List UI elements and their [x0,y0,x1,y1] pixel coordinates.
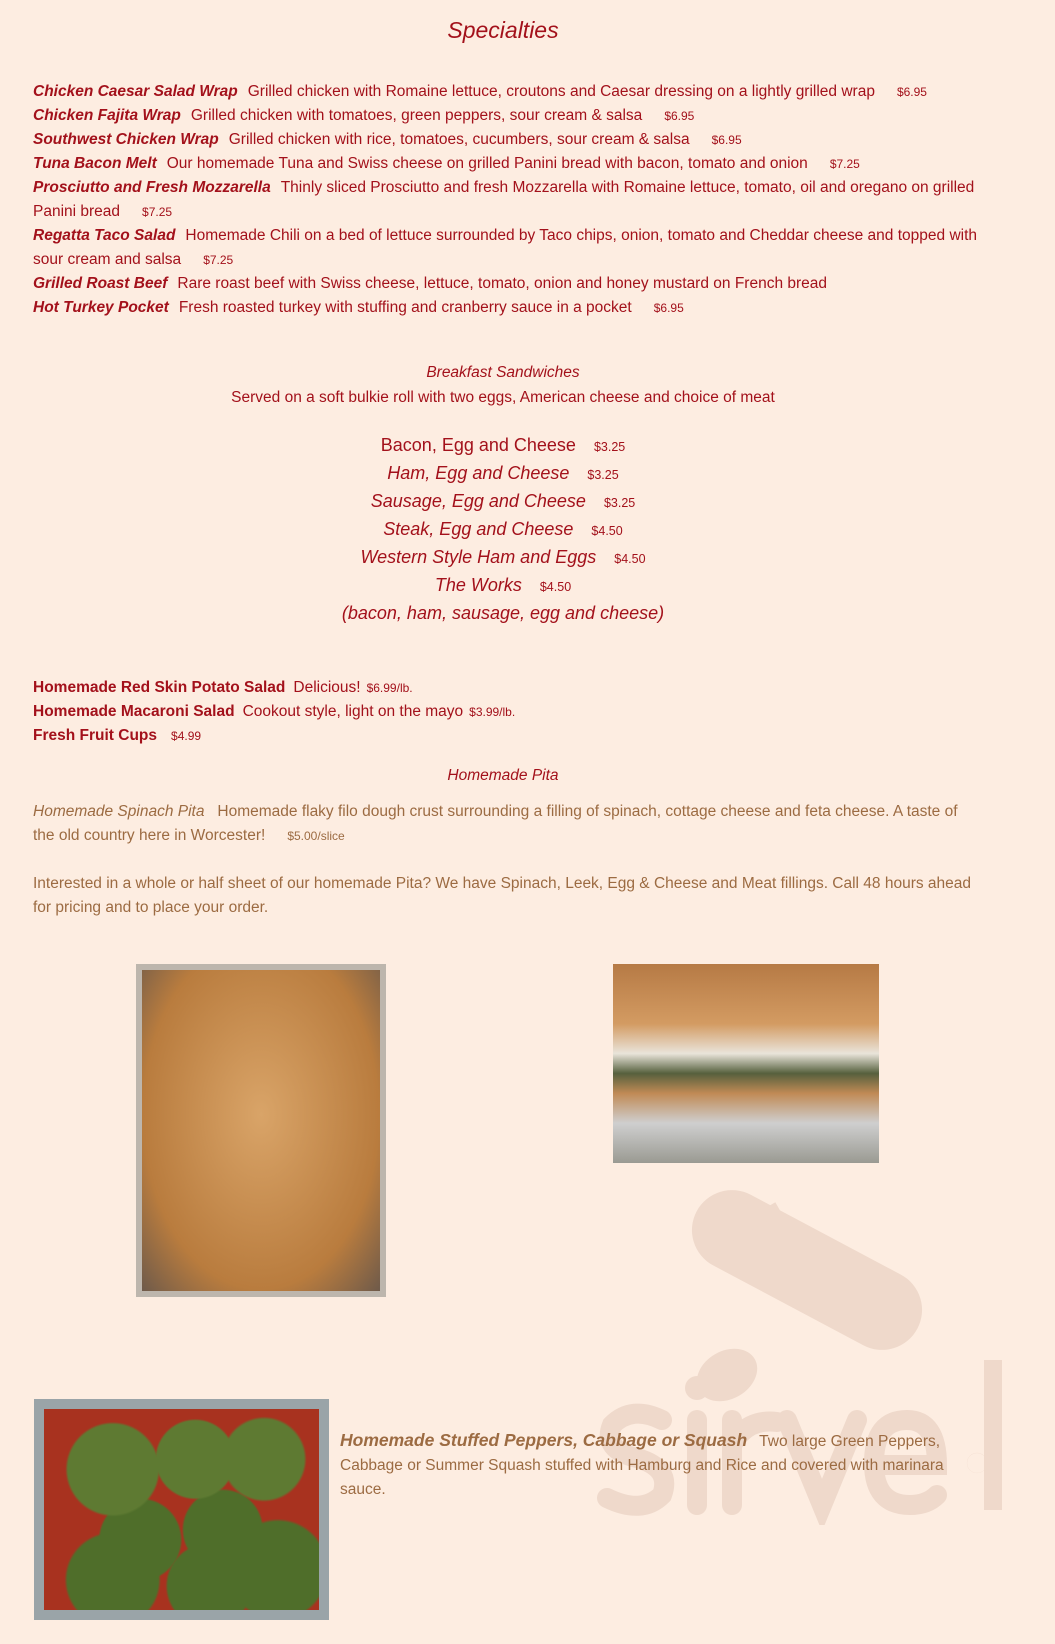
item-desc: Delicious! [293,679,360,696]
breakfast-item [0,544,1006,572]
item-price: $6.95 [897,85,927,99]
menu-item [33,80,993,104]
pita-slice-image [613,964,879,1163]
breakfast-items [0,432,1006,626]
item-name: Steak, Egg and Cheese [383,519,573,539]
pita-item-price: $5.00/slice [287,829,344,843]
item-name: The Works [435,575,522,595]
item-desc: Cookout style, light on the mayo [243,703,464,720]
item-name: Grilled Roast Beef [33,275,167,292]
salad-item [33,700,1055,724]
item-price: $7.25 [142,205,172,219]
item-price: $3.99/lb. [469,705,515,719]
item-desc: Fresh roasted turkey with stuffing and cranberry sauce in a pocket [179,299,632,316]
salad-item [33,676,1055,700]
item-name: Chicken Caesar Salad Wrap [33,83,238,100]
menu-item [33,176,993,224]
pita-heading: Homemade Pita [0,766,1006,786]
photo-section [0,944,1055,1644]
works-note: (bacon, ham, sausage, egg and cheese) [0,600,1006,626]
item-name: Sausage, Egg and Cheese [371,491,586,511]
menu-item [33,272,993,296]
item-price: $4.50 [540,580,571,594]
item-desc: Rare roast beef with Swiss cheese, lettuce, tomato, onion and honey mustard on French bread [177,275,827,292]
item-price: $6.99/lb. [367,681,413,695]
item-price: $3.25 [594,440,625,454]
stuffed-peppers-image [34,1399,329,1620]
item-name: Hot Turkey Pocket [33,299,169,316]
whole-pita-image [136,964,386,1297]
item-price: $7.25 [830,157,860,171]
specialties-list [33,80,993,320]
item-name: Chicken Fajita Wrap [33,107,181,124]
salads-list [33,676,1055,748]
pita-order-note: Interested in a whole or half sheet of our homemade Pita? We have Spinach, Leek, Egg & Cheese and Meat fillings. Call 48 hours ahead for pricing and to place your order. [33,872,983,920]
breakfast-item [0,460,1006,488]
breakfast-subtitle: Served on a soft bulkie roll with two eggs, American cheese and choice of meat [0,385,1006,410]
pita-item-name: Homemade Spinach Pita [33,803,204,820]
menu-item [33,104,993,128]
item-price: $6.95 [712,133,742,147]
page-title: Specialties [0,0,1006,44]
item-price: $4.99 [171,729,201,743]
breakfast-item [0,516,1006,544]
item-name: Regatta Taco Salad [33,227,175,244]
item-desc: Our homemade Tuna and Swiss cheese on grilled Panini bread with bacon, tomato and onion [167,155,808,172]
item-name: Homemade Red Skin Potato Salad [33,679,285,696]
breakfast-heading: Breakfast Sandwiches [0,360,1006,385]
salad-item [33,724,1055,748]
item-price: $3.25 [604,496,635,510]
item-price: $6.95 [664,109,694,123]
stuffed-desc: Two large Green Peppers, Cabbage or Summer Squash stuffed with Hamburg and Rice and covered with marinara sauce. [340,1433,944,1498]
menu-item [33,128,993,152]
item-price: $3.25 [587,468,618,482]
item-desc: Homemade Chili on a bed of lettuce surrounded by Taco chips, onion, tomato and Cheddar cheese and topped with sour cream and salsa [33,227,977,268]
item-name: Homemade Macaroni Salad [33,703,235,720]
item-price: $6.95 [654,301,684,315]
item-name: Western Style Ham and Eggs [360,547,596,567]
item-name: Bacon, Egg and Cheese [381,435,576,455]
menu-item [33,296,993,320]
stuffed-peppers-section [340,1428,980,1502]
item-name: Fresh Fruit Cups [33,727,157,744]
pita-item-desc: Homemade flaky filo dough crust surrounding a filling of spinach, cottage cheese and feta cheese. A taste of the old country here in Worcester! [33,803,958,844]
item-price: $4.50 [614,552,645,566]
stuffed-name: Homemade Stuffed Peppers, Cabbage or Squash [340,1430,747,1450]
item-name: Prosciutto and Fresh Mozzarella [33,179,271,196]
item-desc: Thinly sliced Prosciutto and fresh Mozzarella with Romaine lettuce, tomato, oil and oregano on grilled Panini bread [33,179,974,220]
breakfast-item [0,572,1006,600]
breakfast-item [0,488,1006,516]
item-name: Southwest Chicken Wrap [33,131,219,148]
item-desc: Grilled chicken with tomatoes, green peppers, sour cream & salsa [191,107,642,124]
item-price: $7.25 [203,253,233,267]
breakfast-section [0,360,1006,626]
menu-item [33,224,993,272]
menu-item [33,152,993,176]
item-desc: Grilled chicken with Romaine lettuce, croutons and Caesar dressing on a lightly grilled wrap [248,83,875,100]
item-name: Ham, Egg and Cheese [387,463,569,483]
pita-section [33,800,983,920]
item-price: $4.50 [591,524,622,538]
item-name: Tuna Bacon Melt [33,155,157,172]
breakfast-item [0,432,1006,460]
item-desc: Grilled chicken with rice, tomatoes, cucumbers, sour cream & salsa [229,131,690,148]
